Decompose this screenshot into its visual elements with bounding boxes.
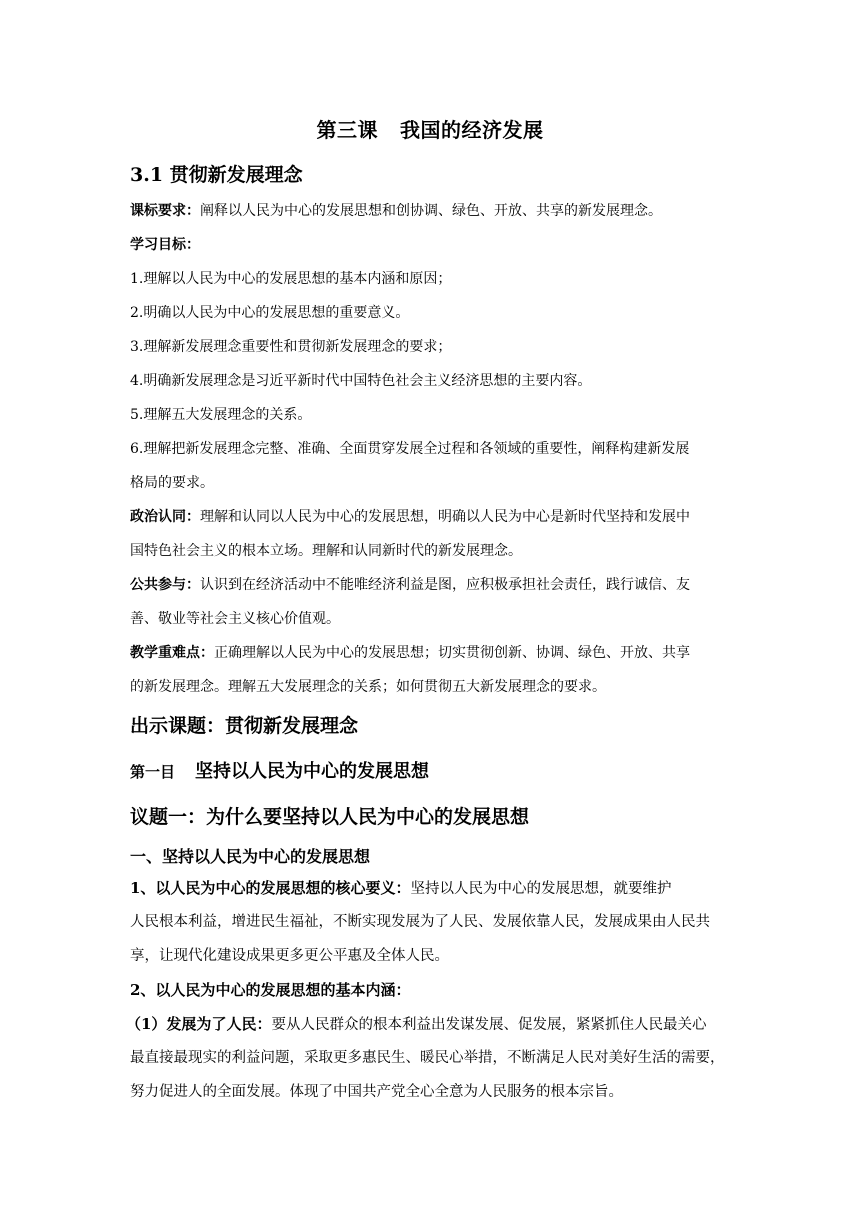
point1-label: 1、以人民为中心的发展思想的核心要义： xyxy=(130,879,411,897)
sub1-line2: 最直接最现实的利益问题，采取更多惠民生、暖民心举措，不断满足人民对美好生活的需要， xyxy=(130,1050,725,1066)
unit-label: 第一目 xyxy=(130,763,176,781)
point1-line2: 人民根本利益，增进民生福祉，不断实现发展为了人民、发展依靠人民，发展成果由人民共 xyxy=(130,914,710,930)
sub1-line3: 努力促进人的全面发展。体现了中国共产党全心全意为人民服务的根本宗旨。 xyxy=(130,1084,623,1100)
objectives-label: 学习目标： xyxy=(130,237,200,253)
unit-title: 坚持以人民为中心的发展思想 xyxy=(195,761,430,782)
point1-line3: 享，让现代化建设成果更多更公平惠及全体人民。 xyxy=(130,948,449,964)
objective-item: 6.理解把新发展理念完整、准确、全面贯穿发展全过程和各领域的重要性，阐释构建新发展 xyxy=(130,441,690,457)
keypoints-paragraph-line2: 的新发展理念。理解五大发展理念的关系；如何贯彻五大新发展理念的要求。 xyxy=(130,679,606,695)
objective-item-continued: 格局的要求。 xyxy=(130,475,214,491)
part-heading: 一、坚持以人民为中心的发展思想 xyxy=(130,847,371,866)
political-label: 政治认同： xyxy=(130,509,200,525)
lesson-number: 第三课 xyxy=(316,118,378,142)
sub1-paragraph: （1）发展为了人民：要从人民群众的根本利益出发谋发展、促发展，紧紧抓住人民最关心 xyxy=(126,1015,707,1033)
objective-item: 2.明确以人民为中心的发展思想的重要意义。 xyxy=(130,305,410,321)
section-heading: 3.1 贯彻新发展理念 xyxy=(130,164,303,186)
curriculum-label: 课标要求： xyxy=(130,203,200,219)
unit-heading xyxy=(130,757,429,783)
political-paragraph: 政治认同：理解和认同以人民为中心的发展思想，明确以人民为中心是新时代坚持和发展中 xyxy=(130,509,690,525)
lesson-name: 我国的经济发展 xyxy=(400,118,544,142)
curriculum-text: 阐释以人民为中心的发展思想和创协调、绿色、开放、共享的新发展理念。 xyxy=(200,203,662,219)
objective-item: 3.理解新发展理念重要性和贯彻新发展理念的要求； xyxy=(130,339,452,355)
objective-item: 5.理解五大发展理念的关系。 xyxy=(130,407,312,423)
issue-heading: 议题一：为什么要坚持以人民为中心的发展思想 xyxy=(130,806,530,828)
keypoints-paragraph: 教学重难点：正确理解以人民为中心的发展思想；切实贯彻创新、协调、绿色、开放、共享 xyxy=(130,645,690,661)
sub1-label: （1）发展为了人民： xyxy=(126,1015,272,1033)
curriculum-paragraph xyxy=(130,195,730,229)
lesson-title xyxy=(0,114,860,143)
topic-heading: 出示课题：贯彻新发展理念 xyxy=(130,715,359,737)
objective-item: 4.明确新发展理念是习近平新时代中国特色社会主义经济思想的主要内容。 xyxy=(130,373,592,389)
public-paragraph: 公共参与：认识到在经济活动中不能唯经济利益是图，应积极承担社会责任，践行诚信、友 xyxy=(130,577,690,593)
point2-heading: 2、以人民为中心的发展思想的基本内涵： xyxy=(130,981,411,999)
objective-item: 1.理解以人民为中心的发展思想的基本内涵和原因； xyxy=(130,271,452,287)
public-label: 公共参与： xyxy=(130,577,200,593)
public-paragraph-line2: 善、敬业等社会主义核心价值观。 xyxy=(130,611,340,627)
keypoints-label: 教学重难点： xyxy=(130,645,214,661)
point1-paragraph: 1、以人民为中心的发展思想的核心要义：坚持以人民为中心的发展思想，就要维护 xyxy=(130,879,672,897)
political-paragraph-line2: 国特色社会主义的根本立场。理解和认同新时代的新发展理念。 xyxy=(130,543,522,559)
